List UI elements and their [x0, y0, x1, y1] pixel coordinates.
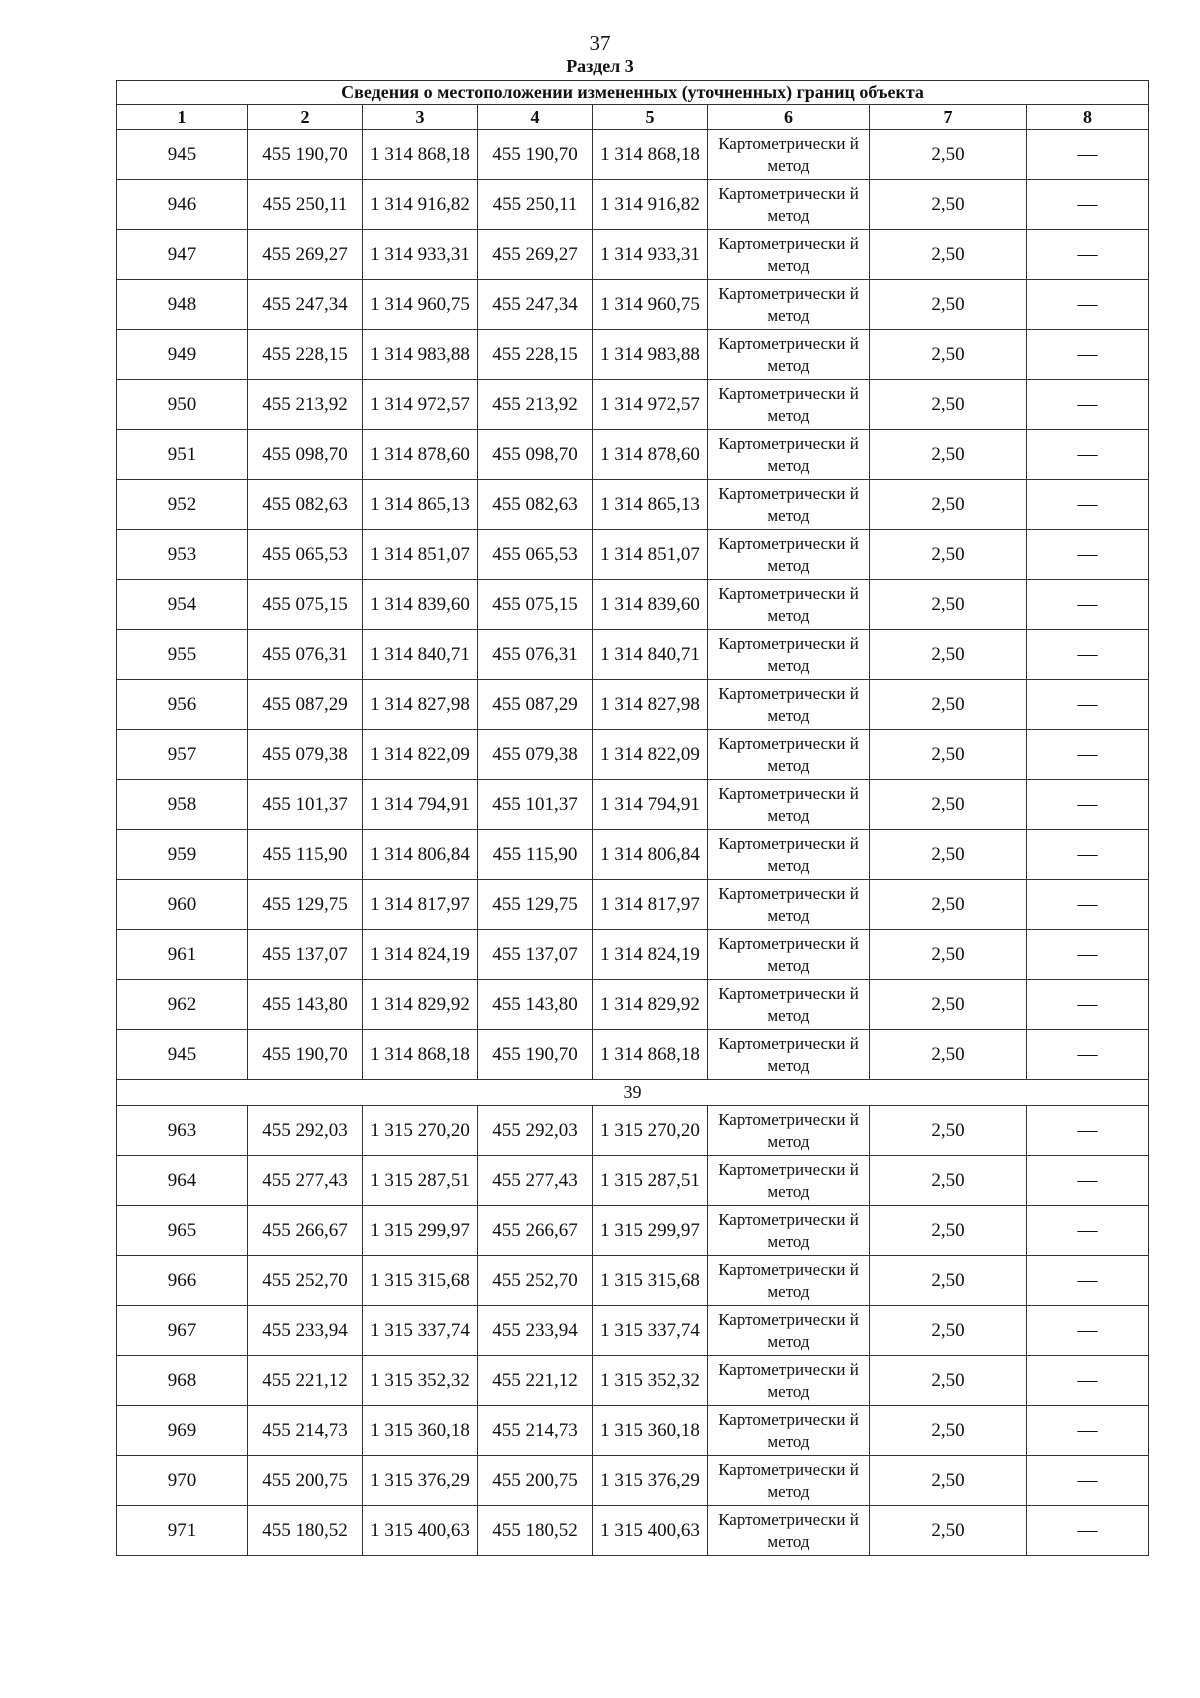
- method-cell: Картометрически й метод: [708, 830, 870, 880]
- y-new-cell: 1 314 829,92: [593, 980, 708, 1030]
- accuracy-cell: 2,50: [870, 1206, 1027, 1256]
- group-separator: [117, 1080, 1149, 1106]
- note-cell: —: [1027, 130, 1149, 180]
- note-cell: —: [1027, 1456, 1149, 1506]
- y-new-cell: 1 314 824,19: [593, 930, 708, 980]
- note-cell: —: [1027, 230, 1149, 280]
- table-row: [117, 880, 1149, 930]
- point-number-cell: 947: [117, 230, 248, 280]
- y-old-cell: 1 315 360,18: [363, 1406, 478, 1456]
- table-row: [117, 530, 1149, 580]
- x-new-cell: 455 098,70: [478, 430, 593, 480]
- point-number-cell: 963: [117, 1106, 248, 1156]
- method-cell: Картометрически й метод: [708, 980, 870, 1030]
- y-new-cell: 1 314 865,13: [593, 480, 708, 530]
- y-old-cell: 1 315 400,63: [363, 1506, 478, 1556]
- x-new-cell: 455 101,37: [478, 780, 593, 830]
- point-number-cell: 945: [117, 130, 248, 180]
- y-new-cell: 1 315 270,20: [593, 1106, 708, 1156]
- table-row: [117, 1030, 1149, 1080]
- point-number-cell: 946: [117, 180, 248, 230]
- coordinates-table: [116, 80, 1149, 1556]
- note-cell: —: [1027, 580, 1149, 630]
- y-new-cell: 1 314 933,31: [593, 230, 708, 280]
- column-number: 3: [363, 105, 478, 130]
- column-number: 6: [708, 105, 870, 130]
- accuracy-cell: 2,50: [870, 330, 1027, 380]
- y-new-cell: 1 314 817,97: [593, 880, 708, 930]
- note-cell: —: [1027, 330, 1149, 380]
- point-number-cell: 959: [117, 830, 248, 880]
- point-number-cell: 957: [117, 730, 248, 780]
- y-new-cell: 1 315 299,97: [593, 1206, 708, 1256]
- accuracy-cell: 2,50: [870, 830, 1027, 880]
- x-new-cell: 455 076,31: [478, 630, 593, 680]
- table-row: [117, 130, 1149, 180]
- note-cell: —: [1027, 1306, 1149, 1356]
- accuracy-cell: 2,50: [870, 780, 1027, 830]
- method-cell: Картометрически й метод: [708, 680, 870, 730]
- x-old-cell: 455 266,67: [248, 1206, 363, 1256]
- y-old-cell: 1 315 315,68: [363, 1256, 478, 1306]
- accuracy-cell: 2,50: [870, 230, 1027, 280]
- y-old-cell: 1 314 865,13: [363, 480, 478, 530]
- x-old-cell: 455 190,70: [248, 130, 363, 180]
- accuracy-cell: 2,50: [870, 1030, 1027, 1080]
- column-number: 1: [117, 105, 248, 130]
- note-cell: —: [1027, 730, 1149, 780]
- table-caption: Сведения о местоположении измененных (уточненных) границ объекта: [117, 81, 1149, 105]
- method-cell: Картометрически й метод: [708, 780, 870, 830]
- y-new-cell: 1 314 972,57: [593, 380, 708, 430]
- y-old-cell: 1 314 972,57: [363, 380, 478, 430]
- x-old-cell: 455 076,31: [248, 630, 363, 680]
- x-old-cell: 455 214,73: [248, 1406, 363, 1456]
- point-number-cell: 949: [117, 330, 248, 380]
- accuracy-cell: 2,50: [870, 430, 1027, 480]
- note-cell: —: [1027, 780, 1149, 830]
- group-row: [117, 1080, 1149, 1106]
- x-new-cell: 455 277,43: [478, 1156, 593, 1206]
- x-old-cell: 455 292,03: [248, 1106, 363, 1156]
- table-row: [117, 930, 1149, 980]
- note-cell: —: [1027, 1106, 1149, 1156]
- x-new-cell: 455 129,75: [478, 880, 593, 930]
- point-number-cell: 952: [117, 480, 248, 530]
- point-number-cell: 948: [117, 280, 248, 330]
- accuracy-cell: 2,50: [870, 1406, 1027, 1456]
- point-number-cell: 962: [117, 980, 248, 1030]
- y-new-cell: 1 315 400,63: [593, 1506, 708, 1556]
- table-row: [117, 830, 1149, 880]
- accuracy-cell: 2,50: [870, 380, 1027, 430]
- x-new-cell: 455 213,92: [478, 380, 593, 430]
- x-new-cell: 455 269,27: [478, 230, 593, 280]
- x-new-cell: 455 079,38: [478, 730, 593, 780]
- x-new-cell: 455 143,80: [478, 980, 593, 1030]
- y-old-cell: 1 314 983,88: [363, 330, 478, 380]
- note-cell: —: [1027, 980, 1149, 1030]
- x-new-cell: 455 075,15: [478, 580, 593, 630]
- accuracy-cell: 2,50: [870, 880, 1027, 930]
- y-old-cell: 1 315 376,29: [363, 1456, 478, 1506]
- x-new-cell: 455 221,12: [478, 1356, 593, 1406]
- y-old-cell: 1 314 840,71: [363, 630, 478, 680]
- x-new-cell: 455 180,52: [478, 1506, 593, 1556]
- y-new-cell: 1 314 822,09: [593, 730, 708, 780]
- point-number-cell: 960: [117, 880, 248, 930]
- x-new-cell: 455 087,29: [478, 680, 593, 730]
- note-cell: —: [1027, 1030, 1149, 1080]
- note-cell: —: [1027, 1256, 1149, 1306]
- method-cell: Картометрически й метод: [708, 1106, 870, 1156]
- x-new-cell: 455 115,90: [478, 830, 593, 880]
- method-cell: Картометрически й метод: [708, 730, 870, 780]
- column-number: 4: [478, 105, 593, 130]
- point-number-cell: 955: [117, 630, 248, 680]
- accuracy-cell: 2,50: [870, 530, 1027, 580]
- x-old-cell: 455 269,27: [248, 230, 363, 280]
- x-old-cell: 455 143,80: [248, 980, 363, 1030]
- column-number-row: [117, 105, 1149, 130]
- y-old-cell: 1 314 794,91: [363, 780, 478, 830]
- table-row: [117, 1306, 1149, 1356]
- note-cell: —: [1027, 680, 1149, 730]
- table-row: [117, 1106, 1149, 1156]
- table-row: [117, 980, 1149, 1030]
- accuracy-cell: 2,50: [870, 180, 1027, 230]
- section-title: Раздел 3: [566, 56, 634, 76]
- point-number-cell: 966: [117, 1256, 248, 1306]
- method-cell: Картометрически й метод: [708, 180, 870, 230]
- table-body-part2: [117, 1106, 1149, 1556]
- x-old-cell: 455 075,15: [248, 580, 363, 630]
- y-new-cell: 1 314 840,71: [593, 630, 708, 680]
- accuracy-cell: 2,50: [870, 730, 1027, 780]
- table-row: [117, 280, 1149, 330]
- x-new-cell: 455 292,03: [478, 1106, 593, 1156]
- accuracy-cell: 2,50: [870, 1306, 1027, 1356]
- method-cell: Картометрически й метод: [708, 1506, 870, 1556]
- y-old-cell: 1 314 829,92: [363, 980, 478, 1030]
- y-new-cell: 1 314 806,84: [593, 830, 708, 880]
- x-new-cell: 455 065,53: [478, 530, 593, 580]
- y-old-cell: 1 314 868,18: [363, 1030, 478, 1080]
- table-row: [117, 580, 1149, 630]
- x-new-cell: 455 214,73: [478, 1406, 593, 1456]
- point-number-cell: 958: [117, 780, 248, 830]
- method-cell: Картометрически й метод: [708, 1256, 870, 1306]
- x-old-cell: 455 247,34: [248, 280, 363, 330]
- table-row: [117, 1456, 1149, 1506]
- method-cell: Картометрически й метод: [708, 1456, 870, 1506]
- y-new-cell: 1 314 827,98: [593, 680, 708, 730]
- note-cell: —: [1027, 1406, 1149, 1456]
- x-old-cell: 455 098,70: [248, 430, 363, 480]
- accuracy-cell: 2,50: [870, 280, 1027, 330]
- note-cell: —: [1027, 1356, 1149, 1406]
- y-old-cell: 1 314 822,09: [363, 730, 478, 780]
- table-title-row: [117, 81, 1149, 105]
- point-number-cell: 956: [117, 680, 248, 730]
- table-body-part1: [117, 130, 1149, 1080]
- note-cell: —: [1027, 180, 1149, 230]
- table-row: [117, 630, 1149, 680]
- x-new-cell: 455 190,70: [478, 130, 593, 180]
- table-row: [117, 680, 1149, 730]
- note-cell: —: [1027, 480, 1149, 530]
- y-old-cell: 1 314 868,18: [363, 130, 478, 180]
- y-new-cell: 1 314 916,82: [593, 180, 708, 230]
- column-number: 7: [870, 105, 1027, 130]
- y-new-cell: 1 315 315,68: [593, 1256, 708, 1306]
- y-old-cell: 1 314 806,84: [363, 830, 478, 880]
- table-row: [117, 1356, 1149, 1406]
- accuracy-cell: 2,50: [870, 680, 1027, 730]
- method-cell: Картометрически й метод: [708, 280, 870, 330]
- point-number-cell: 971: [117, 1506, 248, 1556]
- method-cell: Картометрически й метод: [708, 1206, 870, 1256]
- method-cell: Картометрически й метод: [708, 1356, 870, 1406]
- y-old-cell: 1 314 839,60: [363, 580, 478, 630]
- x-new-cell: 455 250,11: [478, 180, 593, 230]
- x-new-cell: 455 190,70: [478, 1030, 593, 1080]
- x-new-cell: 455 247,34: [478, 280, 593, 330]
- method-cell: Картометрически й метод: [708, 880, 870, 930]
- x-new-cell: 455 252,70: [478, 1256, 593, 1306]
- page-number: 37: [589, 31, 611, 55]
- column-number: 2: [248, 105, 363, 130]
- group-label: 39: [117, 1080, 1149, 1106]
- method-cell: Картометрически й метод: [708, 430, 870, 480]
- table-row: [117, 230, 1149, 280]
- point-number-cell: 970: [117, 1456, 248, 1506]
- y-old-cell: 1 314 827,98: [363, 680, 478, 730]
- method-cell: Картометрически й метод: [708, 1406, 870, 1456]
- note-cell: —: [1027, 1156, 1149, 1206]
- accuracy-cell: 2,50: [870, 480, 1027, 530]
- x-old-cell: 455 190,70: [248, 1030, 363, 1080]
- x-old-cell: 455 087,29: [248, 680, 363, 730]
- method-cell: Картометрически й метод: [708, 580, 870, 630]
- y-new-cell: 1 314 851,07: [593, 530, 708, 580]
- y-old-cell: 1 314 878,60: [363, 430, 478, 480]
- accuracy-cell: 2,50: [870, 1356, 1027, 1406]
- accuracy-cell: 2,50: [870, 930, 1027, 980]
- table-row: [117, 730, 1149, 780]
- table-row: [117, 1406, 1149, 1456]
- x-old-cell: 455 277,43: [248, 1156, 363, 1206]
- method-cell: Картометрически й метод: [708, 380, 870, 430]
- y-old-cell: 1 315 270,20: [363, 1106, 478, 1156]
- y-new-cell: 1 314 960,75: [593, 280, 708, 330]
- x-old-cell: 455 129,75: [248, 880, 363, 930]
- x-old-cell: 455 082,63: [248, 480, 363, 530]
- accuracy-cell: 2,50: [870, 1506, 1027, 1556]
- table-row: [117, 380, 1149, 430]
- accuracy-cell: 2,50: [870, 130, 1027, 180]
- point-number-cell: 964: [117, 1156, 248, 1206]
- x-old-cell: 455 115,90: [248, 830, 363, 880]
- y-new-cell: 1 315 287,51: [593, 1156, 708, 1206]
- x-new-cell: 455 266,67: [478, 1206, 593, 1256]
- method-cell: Картометрически й метод: [708, 230, 870, 280]
- y-old-cell: 1 314 916,82: [363, 180, 478, 230]
- point-number-cell: 961: [117, 930, 248, 980]
- point-number-cell: 967: [117, 1306, 248, 1356]
- method-cell: Картометрически й метод: [708, 330, 870, 380]
- x-old-cell: 455 180,52: [248, 1506, 363, 1556]
- x-old-cell: 455 228,15: [248, 330, 363, 380]
- x-new-cell: 455 200,75: [478, 1456, 593, 1506]
- note-cell: —: [1027, 630, 1149, 680]
- point-number-cell: 945: [117, 1030, 248, 1080]
- method-cell: Картометрически й метод: [708, 1030, 870, 1080]
- point-number-cell: 954: [117, 580, 248, 630]
- table-row: [117, 330, 1149, 380]
- note-cell: —: [1027, 880, 1149, 930]
- accuracy-cell: 2,50: [870, 580, 1027, 630]
- table-row: [117, 1256, 1149, 1306]
- x-new-cell: 455 233,94: [478, 1306, 593, 1356]
- accuracy-cell: 2,50: [870, 1456, 1027, 1506]
- method-cell: Картометрически й метод: [708, 1306, 870, 1356]
- y-old-cell: 1 315 337,74: [363, 1306, 478, 1356]
- y-new-cell: 1 315 360,18: [593, 1406, 708, 1456]
- x-old-cell: 455 101,37: [248, 780, 363, 830]
- note-cell: —: [1027, 1206, 1149, 1256]
- accuracy-cell: 2,50: [870, 980, 1027, 1030]
- note-cell: —: [1027, 530, 1149, 580]
- y-old-cell: 1 314 851,07: [363, 530, 478, 580]
- method-cell: Картометрически й метод: [708, 530, 870, 580]
- accuracy-cell: 2,50: [870, 1256, 1027, 1306]
- y-old-cell: 1 314 824,19: [363, 930, 478, 980]
- y-old-cell: 1 315 287,51: [363, 1156, 478, 1206]
- table-row: [117, 430, 1149, 480]
- y-new-cell: 1 314 878,60: [593, 430, 708, 480]
- x-new-cell: 455 228,15: [478, 330, 593, 380]
- x-old-cell: 455 221,12: [248, 1356, 363, 1406]
- point-number-cell: 950: [117, 380, 248, 430]
- x-old-cell: 455 065,53: [248, 530, 363, 580]
- table-row: [117, 780, 1149, 830]
- y-old-cell: 1 314 933,31: [363, 230, 478, 280]
- x-old-cell: 455 213,92: [248, 380, 363, 430]
- table-row: [117, 1206, 1149, 1256]
- y-new-cell: 1 314 868,18: [593, 130, 708, 180]
- y-old-cell: 1 315 352,32: [363, 1356, 478, 1406]
- note-cell: —: [1027, 930, 1149, 980]
- x-old-cell: 455 233,94: [248, 1306, 363, 1356]
- note-cell: —: [1027, 430, 1149, 480]
- note-cell: —: [1027, 280, 1149, 330]
- accuracy-cell: 2,50: [870, 1156, 1027, 1206]
- point-number-cell: 953: [117, 530, 248, 580]
- y-old-cell: 1 314 817,97: [363, 880, 478, 930]
- y-new-cell: 1 314 868,18: [593, 1030, 708, 1080]
- accuracy-cell: 2,50: [870, 630, 1027, 680]
- table-row: [117, 1156, 1149, 1206]
- x-old-cell: 455 252,70: [248, 1256, 363, 1306]
- note-cell: —: [1027, 830, 1149, 880]
- y-new-cell: 1 315 376,29: [593, 1456, 708, 1506]
- point-number-cell: 969: [117, 1406, 248, 1456]
- point-number-cell: 968: [117, 1356, 248, 1406]
- accuracy-cell: 2,50: [870, 1106, 1027, 1156]
- x-old-cell: 455 250,11: [248, 180, 363, 230]
- x-old-cell: 455 079,38: [248, 730, 363, 780]
- x-new-cell: 455 082,63: [478, 480, 593, 530]
- method-cell: Картометрически й метод: [708, 930, 870, 980]
- note-cell: —: [1027, 380, 1149, 430]
- method-cell: Картометрически й метод: [708, 1156, 870, 1206]
- method-cell: Картометрически й метод: [708, 480, 870, 530]
- table-row: [117, 480, 1149, 530]
- method-cell: Картометрически й метод: [708, 630, 870, 680]
- y-new-cell: 1 315 352,32: [593, 1356, 708, 1406]
- method-cell: Картометрически й метод: [708, 130, 870, 180]
- column-number: 5: [593, 105, 708, 130]
- column-number: 8: [1027, 105, 1149, 130]
- y-old-cell: 1 314 960,75: [363, 280, 478, 330]
- x-old-cell: 455 137,07: [248, 930, 363, 980]
- y-new-cell: 1 314 983,88: [593, 330, 708, 380]
- y-new-cell: 1 314 794,91: [593, 780, 708, 830]
- y-old-cell: 1 315 299,97: [363, 1206, 478, 1256]
- y-new-cell: 1 315 337,74: [593, 1306, 708, 1356]
- table-row: [117, 1506, 1149, 1556]
- table-row: [117, 180, 1149, 230]
- note-cell: —: [1027, 1506, 1149, 1556]
- x-old-cell: 455 200,75: [248, 1456, 363, 1506]
- point-number-cell: 951: [117, 430, 248, 480]
- y-new-cell: 1 314 839,60: [593, 580, 708, 630]
- x-new-cell: 455 137,07: [478, 930, 593, 980]
- point-number-cell: 965: [117, 1206, 248, 1256]
